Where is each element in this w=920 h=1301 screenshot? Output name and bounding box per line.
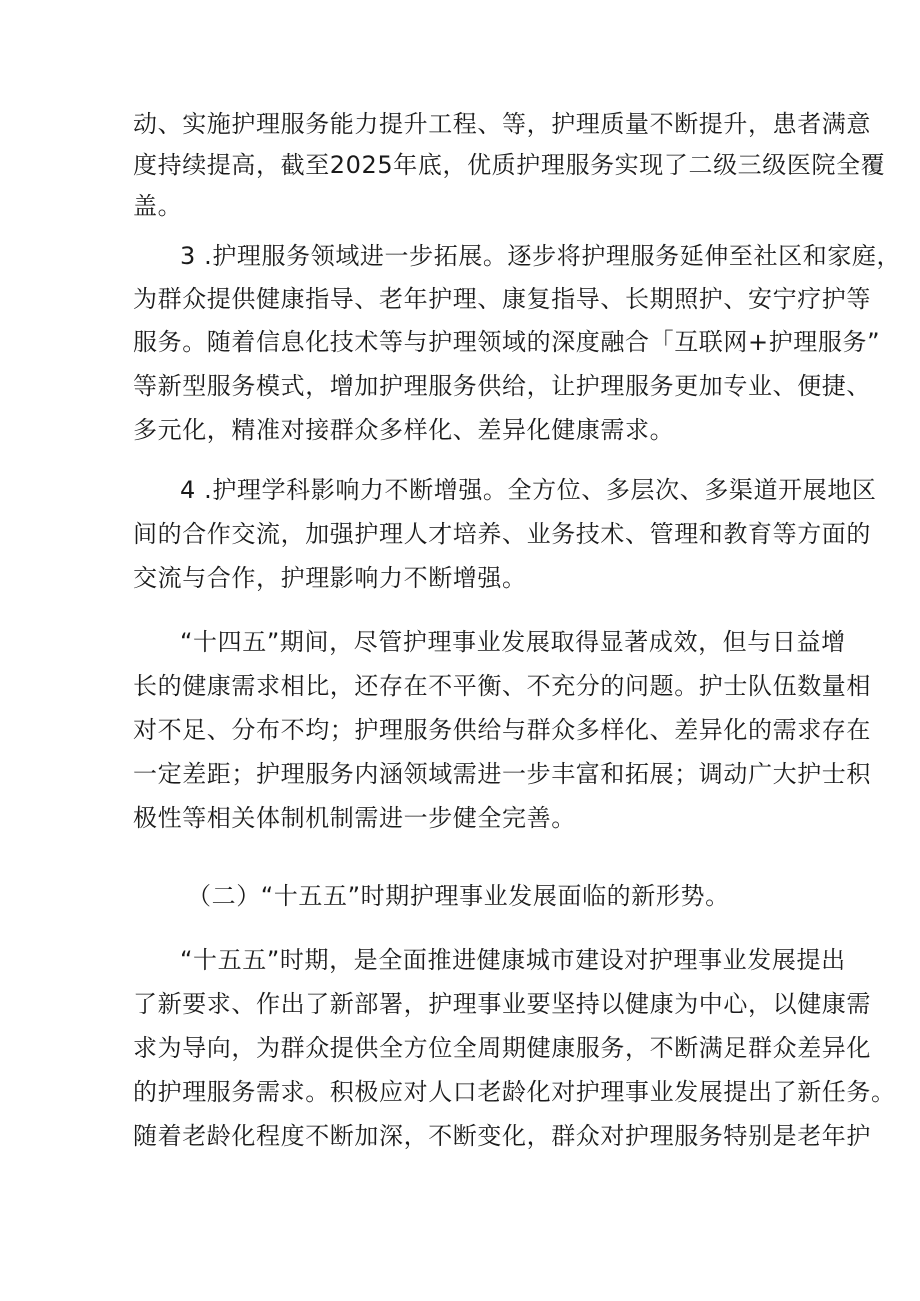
text-line: 长的健康需求相比，还存在不平衡、不充分的问题。护士队伍数量相 [133, 672, 871, 700]
text-line: 为群众提供健康指导、老年护理、康复指导、长期照护、安宁疗护等 [133, 285, 871, 313]
text-line: 一定差距；护理服务内涵领域需进一步丰富和拓展；调动广大护士积 [133, 760, 871, 788]
text-line: “十四五”期间，尽管护理事业发展取得显著成效，但与日益增 [180, 628, 846, 656]
text-line: 极性等相关体制机制需进一步健全完善。 [133, 804, 576, 832]
text-line: 3 .护理服务领域进一步拓展。逐步将护理服务延伸至社区和家庭， [180, 242, 902, 270]
text-line: 求为导向，为群众提供全方位全周期健康服务，不断满足群众差异化 [133, 1034, 871, 1062]
text-line: 动、实施护理服务能力提升工程、等，护理质量不断提升，患者满意 [133, 110, 871, 138]
text-line: 盖。 [133, 192, 183, 220]
text-line: 4 .护理学科影响力不断增强。全方位、多层次、多渠道开展地区 [180, 476, 877, 504]
text-line: 间的合作交流，加强护理人才培养、业务技术、管理和教育等方面的 [133, 520, 871, 548]
text-line: “十五五”时期，是全面推进健康城市建设对护理事业发展提出 [180, 946, 846, 974]
text-line: 对不足、分布不均；护理服务供给与群众多样化、差异化的需求存在 [133, 716, 871, 744]
section-heading: （二）“十五五”时期护理事业发展面临的新形势。 [187, 882, 730, 910]
text-line: 随着老龄化程度不断加深，不断变化，群众对护理服务特别是老年护 [133, 1122, 871, 1150]
text-line: 服务。随着信息化技术等与护理领域的深度融合「互联网+护理服务” [133, 328, 881, 356]
text-line: 了新要求、作出了新部署，护理事业要坚持以健康为中心，以健康需 [133, 990, 871, 1018]
text-line: 等新型服务模式，增加护理服务供给，让护理服务更加专业、便捷、 [133, 372, 871, 400]
text-line: 的护理服务需求。积极应对人口老龄化对护理事业发展提出了新任务。 [133, 1078, 896, 1106]
text-line: 多元化，精准对接群众多样化、差异化健康需求。 [133, 416, 675, 444]
text-line: 度持续提高，截至2025年底，优质护理服务实现了二级三级医院全覆 [133, 151, 886, 179]
text-line: 交流与合作，护理影响力不断增强。 [133, 564, 527, 592]
